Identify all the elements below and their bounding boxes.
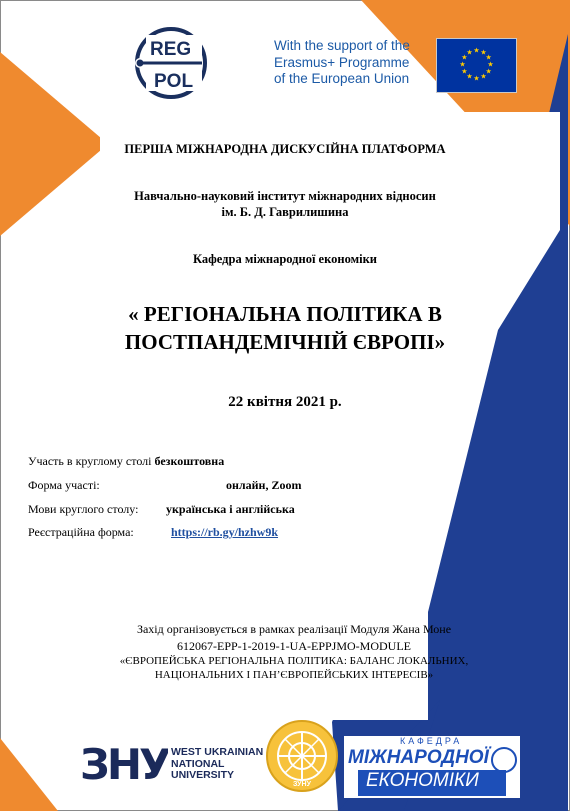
svg-text:★: ★ [466, 48, 473, 57]
kafedra-logo [344, 736, 520, 798]
znu-seal-label: ЗУНУ [293, 781, 311, 788]
regpol-text-bottom: POL [154, 71, 194, 92]
kafedra-small-text: КАФЕДРА [400, 736, 463, 746]
registration-link[interactable]: https://rb.gy/hzhw9k [171, 525, 279, 539]
event-title-line-1: « РЕГІОНАЛЬНА ПОЛІТИКА В [128, 302, 442, 326]
platform-heading: ПЕРША МІЖНАРОДНА ДИСКУСІЙНА ПЛАТФОРМА [124, 142, 446, 156]
registration-label: Реєстраційна форма: [28, 525, 134, 539]
footer-line-4: НАЦІОНАЛЬНИХ І ПАН’ЄВРОПЕЙСЬКИХ ІНТЕРЕСІВ» [154, 669, 434, 681]
svg-text:★: ★ [461, 67, 468, 76]
svg-text:★: ★ [485, 53, 492, 62]
event-title-line-2: ПОСТПАНДЕМІЧНІЙ ЄВРОПІ» [124, 330, 446, 354]
wunu-line-3: UNIVERSITY [171, 769, 235, 781]
znu-seal-logo [264, 718, 340, 798]
regpol-text-top: REG [150, 39, 192, 60]
form-value: онлайн, Zoom [226, 478, 302, 492]
wunu-line-1: WEST UKRAINIAN [171, 746, 264, 758]
footer-line-2: 612067-EPP-1-2019-1-UA-EPPJMO-MODULE [177, 639, 411, 653]
form-row [28, 478, 302, 493]
languages-row [28, 502, 295, 517]
footer-line-3: «ЄВРОПЕЙСЬКА РЕГІОНАЛЬНА ПОЛІТИКА: БАЛАНС ЛОКАЛЬНИХ, [119, 655, 469, 667]
regpol-logo [130, 22, 212, 104]
registration-row [28, 525, 279, 540]
wunu-logo-mark: ЗНУ [80, 742, 168, 786]
svg-text:★: ★ [485, 67, 492, 76]
event-date: 22 квітня 2021 р. [228, 394, 342, 410]
svg-text:★: ★ [473, 74, 480, 83]
svg-text:★: ★ [480, 72, 487, 81]
participation-label: Участь в круглому столі [28, 454, 155, 468]
form-label: Форма участі: [28, 478, 100, 492]
footer-line-1: Захід організовується в рамках реалізації Модуля Жана Моне [136, 622, 452, 636]
institute-heading [0, 188, 570, 220]
svg-text:★: ★ [487, 60, 494, 69]
eu-flag-icon [436, 38, 517, 93]
svg-text:★: ★ [459, 60, 466, 69]
erasmus-line-3: of the European Union [274, 71, 410, 86]
institute-line-2: ім. Б. Д. Гаврилишина [221, 205, 349, 219]
svg-text:★: ★ [480, 48, 487, 57]
languages-label: Мови круглого столу: [28, 502, 139, 516]
department-heading: Кафедра міжнародної економіки [193, 252, 377, 266]
erasmus-support-text [274, 38, 429, 88]
svg-text:★: ★ [466, 72, 473, 81]
erasmus-line-1: With the support of the [274, 38, 410, 53]
kafedra-line-2: ЕКОНОМІКИ [366, 770, 479, 791]
institute-line-1: Навчально-науковий інститут міжнародних відносин [134, 189, 436, 203]
svg-text:★: ★ [461, 53, 468, 62]
wunu-logo-text [171, 747, 263, 782]
kafedra-line-1: МІЖНАРОДНОЇ [348, 747, 489, 768]
wunu-line-2: NATIONAL [171, 757, 225, 770]
participation-row [28, 454, 224, 469]
languages-value: українська і англійська [166, 502, 295, 516]
wunu-logo [80, 742, 168, 786]
event-title [0, 300, 570, 356]
svg-text:★: ★ [473, 46, 480, 55]
participation-value: безкоштовна [154, 454, 225, 468]
erasmus-line-2: Erasmus+ Programme [274, 54, 410, 70]
